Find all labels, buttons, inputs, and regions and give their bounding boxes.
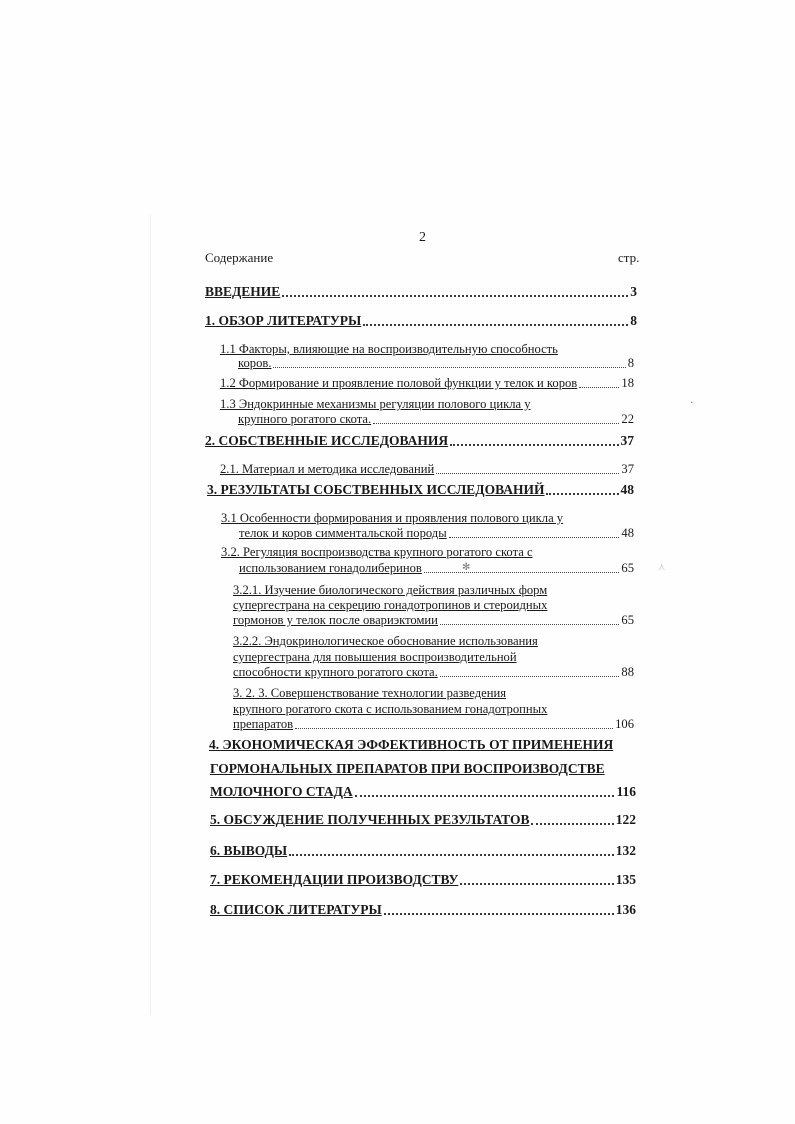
scan-speck: · (690, 398, 694, 409)
toc-entry-label: 8. СПИСОК ЛИТЕРАТУРЫ (210, 902, 382, 917)
toc-entry-label: 3. РЕЗУЛЬТАТЫ СОБСТВЕННЫХ ИССЛЕДОВАНИЙ (207, 482, 545, 497)
toc-page: 22 (621, 412, 634, 426)
leader-dots (273, 364, 625, 368)
page-column-heading: стр. (618, 250, 640, 265)
toc-page: 106 (615, 717, 634, 731)
toc-entry-3-1-line1[interactable]: 3.1 Особенности формирования и проявления полового цикла у (221, 511, 564, 525)
toc-entry-3-2-1-line2[interactable]: супергестрана на секрецию гонадотропинов и стероидных (233, 598, 548, 612)
toc-page: 37 (620, 433, 634, 448)
toc-page: 8 (627, 356, 634, 370)
toc-entry-1-2[interactable] (220, 376, 634, 391)
toc-page: 88 (621, 665, 634, 679)
toc-entry-label: 1.2 Формирование и проявление половой функции у телок и коров (220, 376, 578, 390)
toc-entry-3-2-2-line1[interactable]: 3.2.2. Эндокринологическое обоснование использования (233, 634, 538, 648)
leader-dots (355, 791, 615, 797)
toc-entry-section-4[interactable] (210, 784, 636, 800)
toc-entry-3-2-1[interactable] (233, 613, 634, 628)
scan-smudge: ✻ (462, 562, 471, 573)
toc-entry-section-2[interactable] (205, 433, 634, 449)
toc-entry-label: способности крупного рогатого скота. (233, 665, 438, 679)
leader-dots (384, 909, 614, 915)
toc-entry-label: МОЛОЧНОГО СТАДА (210, 784, 353, 799)
toc-entry-3-2-2[interactable] (233, 665, 634, 680)
toc-entry-section-8[interactable] (210, 902, 636, 918)
toc-page: 136 (615, 902, 636, 917)
toc-entry-label: коров. (238, 356, 272, 370)
toc-entry-label: 2. СОБСТВЕННЫЕ ИССЛЕДОВАНИЯ (205, 433, 449, 448)
toc-entry-3-2[interactable] (239, 561, 634, 576)
toc-entry-label: гормонов у телок после овариэктомии (233, 613, 438, 627)
leader-dots (436, 470, 619, 474)
toc-entry-1-3-line1[interactable]: 1.3 Эндокринные механизмы регуляции полового цикла у (220, 397, 531, 411)
leader-dots (282, 291, 628, 297)
toc-entry-label: 5. ОБСУЖДЕНИЕ ПОЛУЧЕННЫХ РЕЗУЛЬТАТОВ (210, 812, 530, 827)
leader-dots (424, 569, 620, 573)
toc-entry-intro[interactable] (205, 284, 637, 300)
toc-entry-section-1[interactable] (205, 313, 637, 329)
leader-dots (449, 534, 620, 538)
toc-entry-label: 7. РЕКОМЕНДАЦИИ ПРОИЗВОДСТВУ (210, 872, 459, 887)
toc-entry-2-1[interactable] (220, 462, 634, 477)
toc-entry-1-3[interactable] (238, 412, 634, 427)
toc-page: 65 (621, 561, 634, 575)
toc-page: 48 (621, 526, 634, 540)
toc-page: 37 (621, 462, 634, 476)
scan-speck: ⋏ (658, 562, 666, 573)
page-number: 2 (419, 230, 426, 245)
contents-heading: Содержание (205, 250, 274, 265)
toc-page: 48 (620, 482, 634, 497)
leader-dots (450, 440, 618, 446)
toc-page: 122 (615, 812, 636, 827)
toc-entry-label: использованием гонадолиберинов (239, 561, 422, 575)
toc-entry-1-1[interactable] (238, 356, 634, 371)
leader-dots (295, 725, 613, 729)
toc-entry-section-3[interactable] (207, 482, 634, 498)
toc-entry-section-5[interactable] (210, 812, 636, 828)
toc-page: 65 (621, 613, 634, 627)
leader-dots (440, 673, 620, 677)
toc-entry-label: 1. ОБЗОР ЛИТЕРАТУРЫ (205, 313, 362, 328)
toc-entry-3-2-3[interactable] (233, 717, 634, 732)
leader-dots (289, 850, 614, 856)
toc-entry-3-1[interactable] (239, 526, 634, 541)
leader-dots (373, 420, 619, 424)
toc-page: 132 (615, 843, 636, 858)
toc-page: 8 (630, 313, 637, 328)
toc-entry-label: крупного рогатого скота. (238, 412, 372, 426)
toc-entry-label: 6. ВЫВОДЫ (210, 843, 288, 858)
toc-entry-3-2-3-line1[interactable]: 3. 2. 3. Совершенствование технологии разведения (233, 686, 506, 700)
toc-entry-label: ВВЕДЕНИЕ (205, 284, 281, 299)
toc-page: 3 (630, 284, 637, 299)
toc-entry-section-4-line2[interactable]: ГОРМОНАЛЬНЫХ ПРЕПАРАТОВ ПРИ ВОСПРОИЗВОДСТВЕ (210, 761, 605, 776)
toc-page: 18 (621, 376, 634, 390)
toc-entry-3-2-3-line2[interactable]: крупного рогатого скота с использованием гонадотропных (233, 702, 548, 716)
toc-page: 116 (616, 784, 636, 799)
toc-entry-label: телок и коров симментальской породы (239, 526, 447, 540)
toc-entry-section-4-line1[interactable]: 4. ЭКОНОМИЧЕСКАЯ ЭФФЕКТИВНОСТЬ ОТ ПРИМЕНЕНИЯ (209, 737, 614, 752)
leader-dots (363, 320, 628, 326)
toc-entry-label: препаратов (233, 717, 294, 731)
leader-dots (579, 384, 619, 388)
toc-entry-3-2-1-line1[interactable]: 3.2.1. Изучение биологического действия различных форм (233, 583, 548, 597)
leader-dots (546, 489, 618, 495)
toc-entry-section-6[interactable] (210, 843, 636, 859)
leader-dots (460, 879, 613, 885)
toc-entry-3-2-2-line2[interactable]: супергестрана для повышения воспроизводительной (233, 650, 517, 664)
leader-dots (440, 621, 619, 625)
toc-entry-3-2-line1[interactable]: 3.2. Регуляция воспроизводства крупного рогатого скота с (221, 545, 533, 559)
toc-entry-section-7[interactable] (210, 872, 636, 888)
toc-page: 135 (615, 872, 636, 887)
toc-entry-label: 2.1. Материал и методика исследований (220, 462, 435, 476)
toc-entry-1-1-line1[interactable]: 1.1 Факторы, влияющие на воспроизводительную способность (220, 342, 558, 356)
leader-dots (531, 819, 613, 825)
